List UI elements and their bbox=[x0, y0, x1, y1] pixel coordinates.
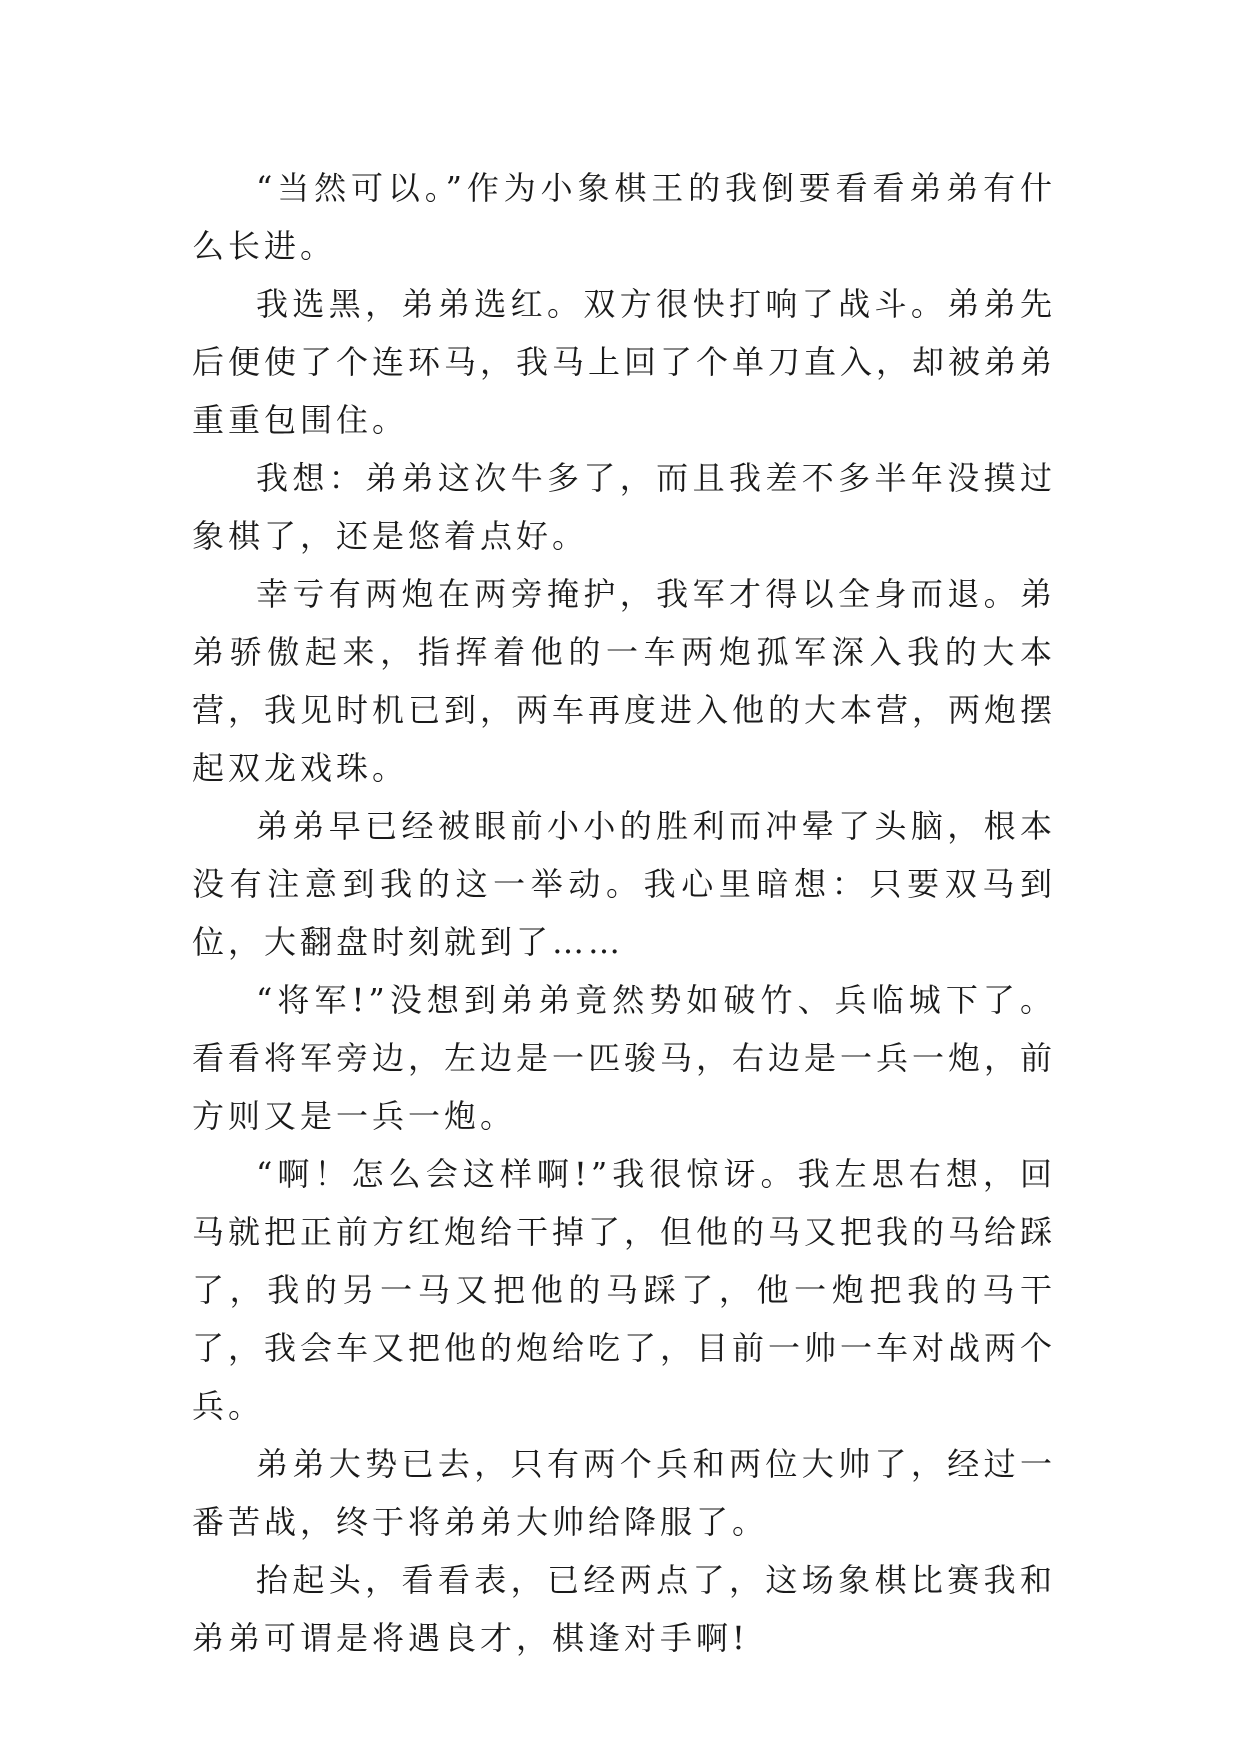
paragraph: 弟弟早已经被眼前小小的胜利而冲晕了头脑，根本没有注意到我的这一举动。我心里暗想：只要双马到位，大翻盘时刻就到了…… bbox=[192, 807, 1056, 961]
paragraph: 我选黑，弟弟选红。双方很快打响了战斗。弟弟先后便使了个连环马，我马上回了个单刀直入，却被弟弟重重包围住。 bbox=[192, 285, 1057, 439]
paragraph: 弟弟大势已去，只有两个兵和两位大帅了，经过一番苦战，终于将弟弟大帅给降服了。 bbox=[192, 1445, 1056, 1541]
paragraph: “当然可以。”作为小象棋王的我倒要看看弟弟有什么长进。 bbox=[192, 169, 1056, 265]
paragraph: 幸亏有两炮在两旁掩护，我军才得以全身而退。弟弟骄傲起来，指挥着他的一车两炮孤军深入我的大本营，我见时机已到，两车再度进入他的大本营，两炮摆起双龙戏珠。 bbox=[192, 575, 1057, 787]
paragraph: “将军!”没想到弟弟竟然势如破竹、兵临城下了。看看将军旁边，左边是一匹骏马，右边是一兵一炮，前方则又是一兵一炮。 bbox=[192, 981, 1057, 1135]
paragraph: 抬起头，看看表，已经两点了，这场象棋比赛我和弟弟可谓是将遇良才，棋逢对手啊! bbox=[192, 1561, 1056, 1657]
paragraph: “啊！怎么会这样啊!”我很惊讶。我左思右想，回马就把正前方红炮给干掉了，但他的马又把我的马给踩了，我的另一马又把他的马踩了，他一炮把我的马干了，我会车又把他的炮给吃了，目前一帅一车对战两个兵。 bbox=[192, 1155, 1057, 1425]
document-body bbox=[192, 159, 1056, 1667]
paragraph: 我想：弟弟这次牛多了，而且我差不多半年没摸过象棋了，还是悠着点好。 bbox=[192, 459, 1056, 555]
